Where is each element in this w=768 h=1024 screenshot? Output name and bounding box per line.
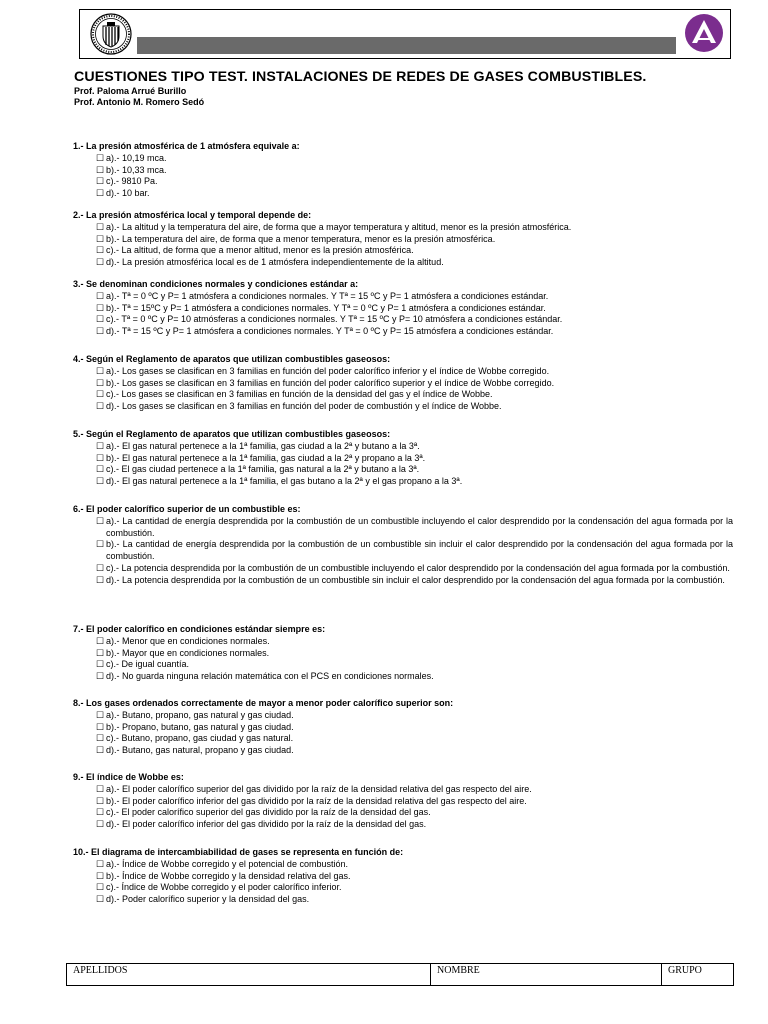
answer-text: b).- El gas natural pertenece a la 1ª familia, gas ciudad a la 2ª y propano a la 3ª. <box>106 452 426 463</box>
answer-option <box>73 784 733 796</box>
answer-option <box>73 234 733 246</box>
answer-option <box>73 441 733 453</box>
answer-checkbox[interactable]: ☐ <box>96 574 105 585</box>
answer-option <box>73 326 733 338</box>
question-title: 4.- Según el Reglamento de aparatos que utilizan combustibles gaseosos: <box>73 354 391 364</box>
answer-checkbox[interactable]: ☐ <box>96 326 105 337</box>
answer-option <box>73 153 733 165</box>
answer-text: a).- Índice de Wobbe corregido y el potencial de combustión. <box>106 858 348 869</box>
answer-option <box>73 539 733 563</box>
answer-checkbox[interactable]: ☐ <box>96 783 105 794</box>
question-3 <box>73 279 733 338</box>
answer-checkbox[interactable]: ☐ <box>96 721 105 732</box>
answer-checkbox[interactable]: ☐ <box>96 709 105 720</box>
answer-option <box>73 859 733 871</box>
answer-option <box>73 796 733 808</box>
answer-checkbox[interactable]: ☐ <box>96 290 105 301</box>
answer-text: c).- Índice de Wobbe corregido y el poder calorífico inferior. <box>106 882 342 893</box>
answer-text: d).- Los gases se clasifican en 3 familias en función del poder de combustión y el índice de Wobbe. <box>106 401 502 412</box>
answer-text: b).- Tª = 15ºC y P= 1 atmósfera a condiciones normales. Y Tª = 0 ºC y P= 1 atmósfera a condiciones estándar. <box>106 302 546 313</box>
answer-text: b).- El poder calorífico inferior del gas dividido por la raíz de la densidad relativa del gas respecto del aire. <box>106 795 527 806</box>
answer-checkbox[interactable]: ☐ <box>96 389 105 400</box>
answer-option <box>73 291 733 303</box>
header-bar <box>137 37 676 54</box>
answer-checkbox[interactable]: ☐ <box>96 795 105 806</box>
answer-option <box>73 636 733 648</box>
answer-option <box>73 303 733 315</box>
answer-checkbox[interactable]: ☐ <box>96 164 105 175</box>
question-title: 1.- La presión atmosférica de 1 atmósfera equivale a: <box>73 141 300 151</box>
answer-text: d).- El poder calorífico inferior del gas dividido por la raíz de la densidad del gas. <box>106 819 427 830</box>
answer-checkbox[interactable]: ☐ <box>96 515 105 526</box>
answer-text: a).- La cantidad de energía desprendida por la combustión de un combustible incluyendo el calor desprendido por la condensación del agua formada por la combustión. <box>106 515 733 538</box>
answer-option <box>73 894 733 906</box>
apellidos-label: APELLIDOS <box>73 965 128 976</box>
question-9 <box>73 772 733 831</box>
answer-text: b).- La cantidad de energía desprendida por la combustión de un combustible sin incluir el calor desprendido por la condensación del agua formada por la combustión. <box>106 539 733 562</box>
student-info-table <box>66 963 734 986</box>
answer-checkbox[interactable]: ☐ <box>96 562 105 573</box>
answer-text: a).- Los gases se clasifican en 3 familias en función del poder calorífico inferior y el índice de Wobbe corregido. <box>106 365 550 376</box>
answer-text: d).- Butano, gas natural, propano y gas ciudad. <box>106 745 294 756</box>
question-1 <box>73 141 733 200</box>
answer-checkbox[interactable]: ☐ <box>96 302 105 313</box>
answer-checkbox[interactable]: ☐ <box>96 659 105 670</box>
question-title: 6.- El poder calorífico superior de un combustible es: <box>73 504 301 514</box>
answer-checkbox[interactable]: ☐ <box>96 377 105 388</box>
answer-text: d).- El gas natural pertenece a la 1ª familia, el gas butano a la 2ª y el gas propano a la 3ª. <box>106 476 463 487</box>
question-title: 8.- Los gases ordenados correctamente de mayor a menor poder calorífico superior son: <box>73 698 454 708</box>
answer-text: c).- La altitud, de forma que a menor altitud, menor es la presión atmosférica. <box>106 245 414 256</box>
answer-option <box>73 671 733 683</box>
nombre-label: NOMBRE <box>437 965 480 976</box>
answer-text: b).- Índice de Wobbe corregido y la densidad relativa del gas. <box>106 870 351 881</box>
professor-name: Prof. Antonio M. Romero Sedó <box>74 97 205 107</box>
answer-text: d).- Poder calorífico superior y la densidad del gas. <box>106 894 310 905</box>
answer-option <box>73 389 733 401</box>
answer-option <box>73 401 733 413</box>
question-title: 7.- El poder calorífico en condiciones estándar siempre es: <box>73 624 326 634</box>
answer-checkbox[interactable]: ☐ <box>96 152 105 163</box>
answer-option <box>73 476 733 488</box>
question-title: 2.- La presión atmosférica local y temporal depende de: <box>73 210 312 220</box>
answer-option <box>73 257 733 269</box>
answer-text: b).- Propano, butano, gas natural y gas ciudad. <box>106 721 294 732</box>
grupo-field[interactable] <box>662 964 733 985</box>
answer-text: a).- 10,19 mca. <box>106 152 167 163</box>
school-logo-icon <box>684 13 724 53</box>
answer-option <box>73 563 733 575</box>
answer-checkbox[interactable]: ☐ <box>96 476 105 487</box>
question-7 <box>73 624 733 683</box>
question-5 <box>73 429 733 488</box>
answer-text: c).- El gas ciudad pertenece a la 1ª familia, gas natural a la 2ª y butano a la 3ª. <box>106 464 420 475</box>
answer-option <box>73 648 733 660</box>
answer-option <box>73 453 733 465</box>
answer-checkbox[interactable]: ☐ <box>96 440 105 451</box>
answer-checkbox[interactable]: ☐ <box>96 245 105 256</box>
question-10 <box>73 847 733 906</box>
answer-checkbox[interactable]: ☐ <box>96 176 105 187</box>
answer-checkbox[interactable]: ☐ <box>96 647 105 658</box>
answer-option <box>73 819 733 831</box>
answer-checkbox[interactable]: ☐ <box>96 365 105 376</box>
answer-option <box>73 176 733 188</box>
answer-text: c).- El poder calorífico superior del gas dividido por la raíz de la densidad del gas. <box>106 807 431 818</box>
nombre-field[interactable] <box>431 964 662 985</box>
answer-option <box>73 314 733 326</box>
answer-text: b).- La temperatura del aire, de forma que a menor temperatura, menor es la presión atmosférica. <box>106 233 496 244</box>
answer-text: a).- La altitud y la temperatura del aire, de forma que a mayor temperatura y altitud, menor es la presión atmosférica. <box>106 221 572 232</box>
answer-option <box>73 188 733 200</box>
answer-checkbox[interactable]: ☐ <box>96 733 105 744</box>
answer-checkbox[interactable]: ☐ <box>96 464 105 475</box>
answer-text: a).- Menor que en condiciones normales. <box>106 635 270 646</box>
answer-checkbox[interactable]: ☐ <box>96 870 105 881</box>
answer-text: c).- Tª = 0 ºC y P= 10 atmósferas a condiciones normales. Y Tª = 15 ºC y P= 10 atmósfera a condiciones estándar. <box>106 314 563 325</box>
question-title: 5.- Según el Reglamento de aparatos que utilizan combustibles gaseosos: <box>73 429 391 439</box>
answer-checkbox[interactable]: ☐ <box>96 671 105 682</box>
answer-checkbox[interactable]: ☐ <box>96 452 105 463</box>
answer-checkbox[interactable]: ☐ <box>96 257 105 268</box>
question-2 <box>73 210 733 269</box>
answer-text: d).- No guarda ninguna relación matemática con el PCS en condiciones normales. <box>106 671 434 682</box>
answer-option <box>73 165 733 177</box>
answer-checkbox[interactable]: ☐ <box>96 894 105 905</box>
answer-checkbox[interactable]: ☐ <box>96 745 105 756</box>
answer-option <box>73 710 733 722</box>
answer-checkbox[interactable]: ☐ <box>96 188 105 199</box>
answer-text: c).- Los gases se clasifican en 3 familias en función de la densidad del gas y el índice de Wobbe. <box>106 389 493 400</box>
university-crest-icon <box>90 13 132 55</box>
grupo-label: GRUPO <box>668 965 702 976</box>
answer-option <box>73 464 733 476</box>
answer-text: c).- 9810 Pa. <box>106 176 158 187</box>
answer-option <box>73 222 733 234</box>
answer-text: b).- Los gases se clasifican en 3 familias en función del poder calorífico superior y el índice de Wobbe corregido. <box>106 377 555 388</box>
answer-option <box>73 745 733 757</box>
question-title: 9.- El índice de Wobbe es: <box>73 772 184 782</box>
answer-option <box>73 245 733 257</box>
answer-checkbox[interactable]: ☐ <box>96 635 105 646</box>
answer-text: c).- Butano, propano, gas ciudad y gas natural. <box>106 733 294 744</box>
answer-text: d).- Tª = 15 ºC y P= 1 atmósfera a condiciones normales. Y Tª = 0 ºC y P= 15 atmósfera a condiciones estándar. <box>106 326 554 337</box>
answer-text: b).- 10,33 mca. <box>106 164 167 175</box>
answer-checkbox[interactable]: ☐ <box>96 858 105 869</box>
answer-text: a).- El gas natural pertenece a la 1ª familia, gas ciudad a la 2ª y butano a la 3ª. <box>106 440 420 451</box>
answer-text: d).- La presión atmosférica local es de 1 atmósfera independientemente de la altitud. <box>106 257 444 268</box>
answer-option <box>73 516 733 540</box>
answer-checkbox[interactable]: ☐ <box>96 221 105 232</box>
question-title: 10.- El diagrama de intercambiabilidad de gases se representa en función de: <box>73 847 404 857</box>
answer-checkbox[interactable]: ☐ <box>96 882 105 893</box>
question-6 <box>73 504 733 587</box>
question-8 <box>73 698 733 757</box>
document-title: CUESTIONES TIPO TEST. INSTALACIONES DE REDES DE GASES COMBUSTIBLES. <box>74 69 647 85</box>
answer-option <box>73 575 733 587</box>
answer-checkbox[interactable]: ☐ <box>96 819 105 830</box>
question-4 <box>73 354 733 413</box>
answer-text: a).- Tª = 0 ºC y P= 1 atmósfera a condiciones normales. Y Tª = 15 ºC y P= 1 atmósfera a condiciones estándar. <box>106 290 549 301</box>
answer-checkbox[interactable]: ☐ <box>96 233 105 244</box>
answer-text: a).- Butano, propano, gas natural y gas ciudad. <box>106 709 294 720</box>
answer-checkbox[interactable]: ☐ <box>96 401 105 412</box>
answer-text: b).- Mayor que en condiciones normales. <box>106 647 270 658</box>
answer-checkbox[interactable]: ☐ <box>96 314 105 325</box>
answer-option <box>73 807 733 819</box>
answer-option <box>73 871 733 883</box>
professor-name: Prof. Paloma Arrué Burillo <box>74 86 187 96</box>
answer-text: c).- La potencia desprendida por la combustión de un combustible incluyendo el calor desprendido por la condensación del agua formada por la combustión. <box>106 562 730 573</box>
answer-option <box>73 882 733 894</box>
answer-checkbox[interactable]: ☐ <box>96 807 105 818</box>
answer-option <box>73 722 733 734</box>
question-title: 3.- Se denominan condiciones normales y condiciones estándar a: <box>73 279 359 289</box>
answer-option <box>73 378 733 390</box>
answer-text: d).- La potencia desprendida por la combustión de un combustible sin incluir el calor desprendido por la condensación del agua formada por la combustión. <box>106 574 725 585</box>
answer-option <box>73 659 733 671</box>
answer-option <box>73 366 733 378</box>
apellidos-field[interactable] <box>67 964 431 985</box>
answer-text: a).- El poder calorífico superior del gas dividido por la raíz de la densidad relativa del gas respecto del aire. <box>106 783 532 794</box>
answer-option <box>73 733 733 745</box>
answer-text: d).- 10 bar. <box>106 188 150 199</box>
answer-text: c).- De igual cuantía. <box>106 659 190 670</box>
answer-checkbox[interactable]: ☐ <box>96 539 105 550</box>
